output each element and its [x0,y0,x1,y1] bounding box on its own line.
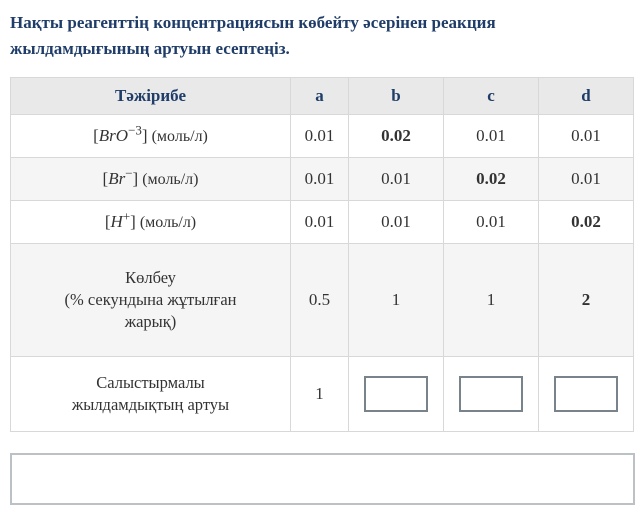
row-label-br [11,158,291,201]
species-symbol: H [110,212,123,231]
value-cell-bold: 2 [539,244,634,357]
answer-input-d[interactable] [554,376,618,412]
col-header-d: d [539,78,634,115]
value-cell-bold: 0.02 [539,201,634,244]
bracket-close: ] [130,212,136,231]
slope-label-line2: (% секундына жұтылған [64,290,237,309]
bracket-open: [ [104,212,111,231]
experiment-table [10,77,634,432]
value-cell: 0.01 [539,158,634,201]
table-row-slope [11,244,634,357]
value-cell: 0.01 [349,201,444,244]
answer-input-c[interactable] [459,376,523,412]
bracket-open: [ [93,126,99,145]
unit-label: (моль/л) [135,214,197,231]
value-cell: 1 [291,357,349,432]
main-answer-input[interactable] [10,453,635,505]
value-cell-bold: 0.02 [349,115,444,158]
answer-cell-d [539,357,634,432]
answer-cell-c [444,357,539,432]
bracket-close: ] [132,169,139,188]
bracket-close: ] [141,126,148,145]
charge-superscript: − [125,165,133,181]
value-cell: 0.01 [444,201,539,244]
relative-label-line2: жылдамдықтың артуы [71,395,230,414]
header-row [11,78,634,115]
slope-label-line1: Көлбеу [125,268,176,287]
value-cell: 1 [349,244,444,357]
value-cell: 0.01 [349,158,444,201]
row-label-relative-rate [11,357,291,432]
table-row-br [11,158,634,201]
row-label-slope [11,244,291,357]
species-symbol: Br [108,169,126,188]
species-symbol: BrO [98,126,129,145]
slope-label-line3: жарық) [124,312,177,331]
relative-label-line1: Салыстырмалы [96,373,205,392]
answer-input-b[interactable] [364,376,428,412]
col-header-c: c [444,78,539,115]
table-row-bro3 [11,115,634,158]
bracket-open: [ [102,169,109,188]
value-cell: 0.5 [291,244,349,357]
unit-label: (моль/л) [147,128,208,145]
charge-superscript: + [122,208,131,224]
col-header-experiment: Тәжірибе [11,78,291,115]
row-label-h [11,201,291,244]
unit-label: (моль/л) [138,171,199,188]
col-header-b: b [349,78,444,115]
value-cell: 0.01 [291,201,349,244]
col-header-a: a [291,78,349,115]
table-row-h [11,201,634,244]
value-cell: 1 [444,244,539,357]
value-cell: 0.01 [291,158,349,201]
charge-superscript: −3 [128,122,142,138]
row-label-bro3 [11,115,291,158]
question-title: Нақты реагенттің концентрациясын көбейту әсерінен реакция жылдамдығының артуын есептеңіз. [10,13,496,58]
value-cell-bold: 0.02 [444,158,539,201]
answer-cell-b [349,357,444,432]
table-row-relative-rate [11,357,634,432]
value-cell: 0.01 [539,115,634,158]
value-cell: 0.01 [291,115,349,158]
value-cell: 0.01 [444,115,539,158]
